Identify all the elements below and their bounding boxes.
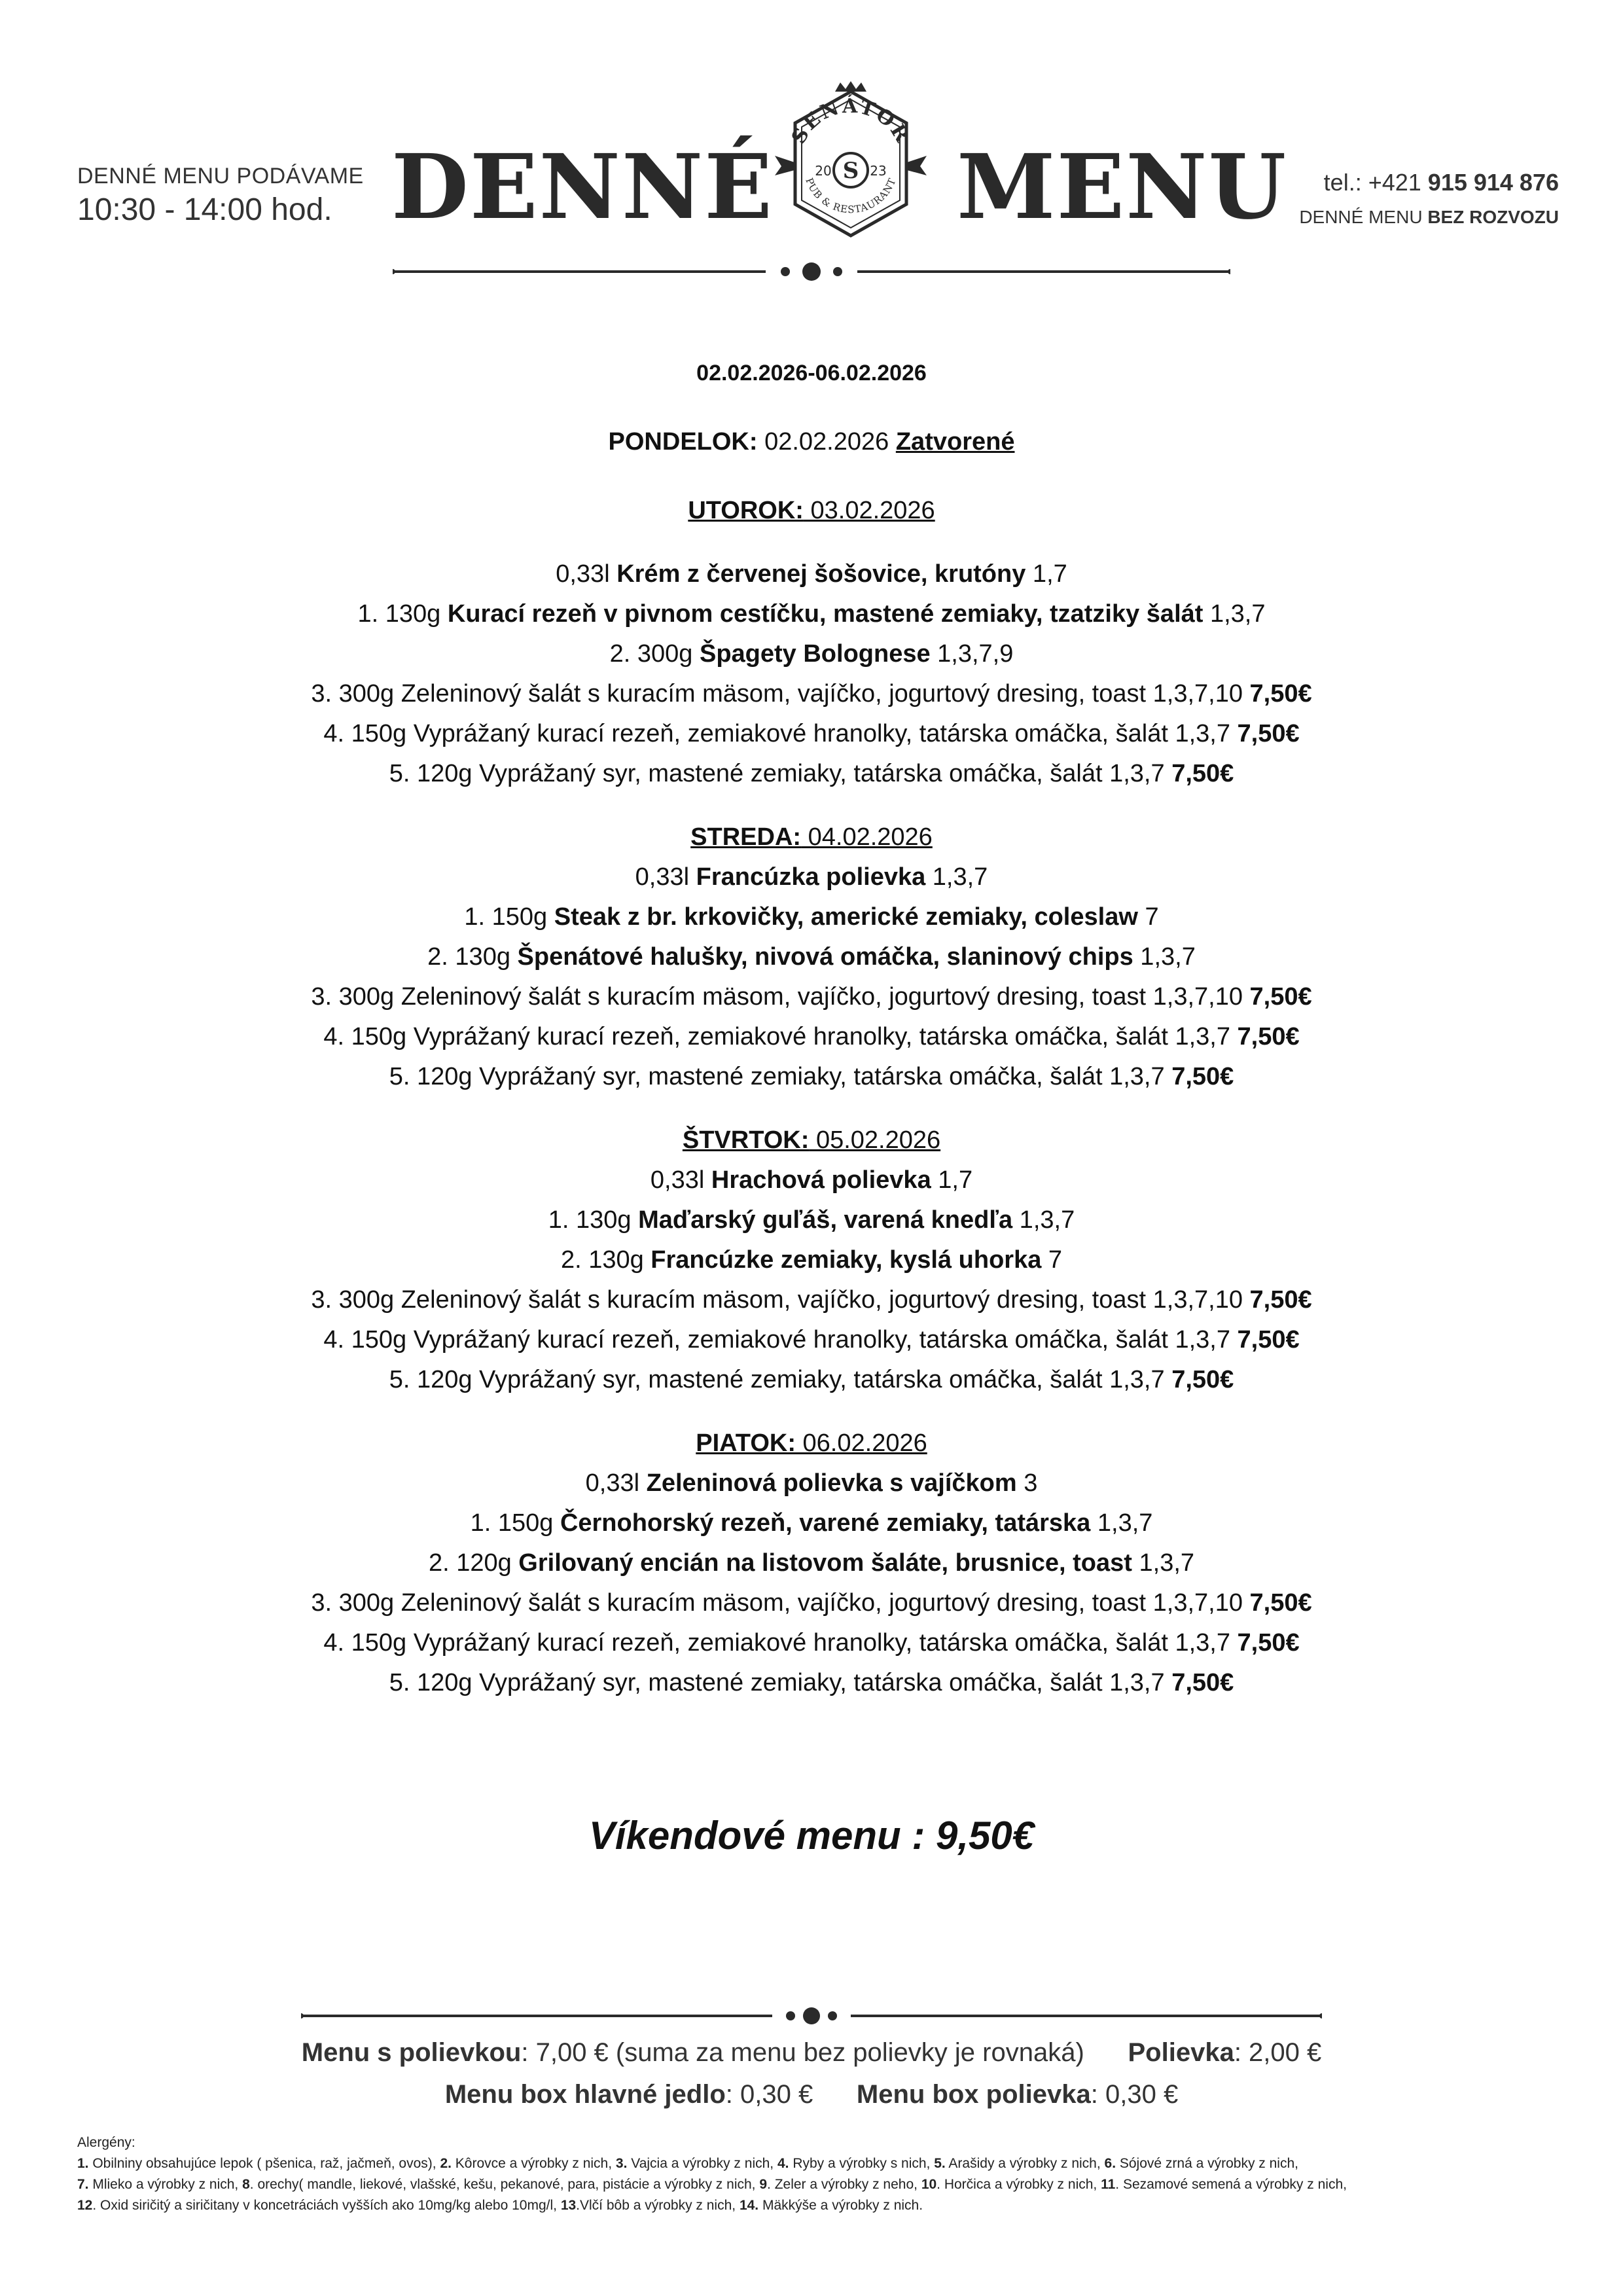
day-block: [0, 491, 1623, 794]
menu-item: [0, 1663, 1623, 1703]
item-desc: 0,33l: [585, 1469, 647, 1497]
item-desc: 4. 150g Vyprážaný kurací rezeň, zemiakové hranolky, tatárska omáčka, šalát 1,3,7: [323, 1629, 1238, 1657]
item-desc: 3. 300g Zeleninový šalát s kuracím mäsom, vajíčko, jogurtový dresing, toast 1,3,7,10: [311, 983, 1250, 1011]
day-heading: [0, 1121, 1623, 1160]
item-name: Hrachová polievka: [711, 1166, 931, 1194]
contact-info: [1299, 169, 1559, 228]
svg-text:SENÁTOR: SENÁTOR: [787, 94, 915, 148]
allergen-number: 6.: [1104, 2156, 1116, 2171]
item-price: 7,50€: [1249, 1286, 1312, 1314]
soup-label: Polievka: [1128, 2038, 1234, 2067]
item-allergens: 1,3,7: [1203, 600, 1266, 628]
item-desc: 1. 130g: [357, 600, 448, 628]
item-name: Maďarský guľáš, varená knedľa: [638, 1206, 1013, 1234]
item-desc: 4. 150g Vyprážaný kurací rezeň, zemiakové hranolky, tatárska omáčka, šalát 1,3,7: [323, 720, 1238, 747]
menu-item: [0, 714, 1623, 754]
day-block: [0, 817, 1623, 1097]
item-allergens: 1,3,7,9: [930, 640, 1014, 668]
box-main-value: : 0,30 €: [725, 2080, 813, 2109]
item-desc: 5. 120g Vyprážaný syr, mastené zemiaky, tatárska omáčka, šalát 1,3,7: [389, 1366, 1172, 1393]
item-price: 7,50€: [1171, 1063, 1234, 1090]
menu-item: [0, 1320, 1623, 1360]
item-price: 7,50€: [1237, 1023, 1300, 1050]
menu-item: [0, 897, 1623, 937]
menu-item: [0, 1057, 1623, 1097]
day-label: STREDA:: [690, 823, 802, 851]
item-desc: 1. 150g: [470, 1509, 560, 1537]
allergens-title: Alergény:: [77, 2135, 135, 2150]
allergen-number: 1.: [77, 2156, 89, 2171]
item-desc: 4. 150g Vyprážaný kurací rezeň, zemiakové hranolky, tatárska omáčka, šalát 1,3,7: [323, 1326, 1238, 1354]
item-price: 7,50€: [1171, 760, 1234, 787]
item-name: Francúzke zemiaky, kyslá uhorka: [651, 1246, 1042, 1274]
title-denne: DENNÉ: [391, 135, 774, 240]
allergen-text: Ryby a výrobky s nich,: [789, 2156, 935, 2171]
allergen-text: Mlieko a výrobky z nich,: [88, 2177, 243, 2192]
svg-text:S: S: [842, 158, 859, 184]
day-date: 04.02.2026: [801, 823, 933, 851]
item-price: 7,50€: [1249, 983, 1312, 1011]
allergen-number: 4.: [777, 2156, 789, 2171]
day-label: UTOROK:: [688, 497, 804, 524]
item-allergens: 1,3,7: [925, 863, 988, 891]
menu-item: [0, 1280, 1623, 1320]
allergen-number: 13: [560, 2198, 577, 2213]
allergen-text: Arašidy a výrobky z nich,: [945, 2156, 1105, 2171]
item-allergens: 1,3,7: [1132, 1549, 1195, 1577]
item-desc: 1. 150g: [464, 903, 554, 931]
item-name: Zeleninová polievka s vajíčkom: [646, 1469, 1017, 1497]
item-price: 7,50€: [1249, 1589, 1312, 1617]
svg-text:PUB & RESTAURANT: PUB & RESTAURANT: [803, 176, 899, 216]
menu-item: [0, 754, 1623, 794]
item-desc: 5. 120g Vyprážaný syr, mastené zemiaky, tatárska omáčka, šalát 1,3,7: [389, 760, 1172, 787]
menu-content: [0, 353, 1623, 1703]
senator-logo: [772, 79, 929, 249]
allergen-number: 10: [921, 2177, 937, 2192]
item-name: Špenátové halušky, nivová omáčka, slaninový chips: [517, 943, 1133, 971]
item-desc: 3. 300g Zeleninový šalát s kuracím mäsom, vajíčko, jogurtový dresing, toast 1,3,7,10: [311, 680, 1250, 708]
day-label: ŠTVRTOK:: [682, 1126, 810, 1154]
allergen-items: [77, 2153, 1556, 2216]
day-date: 03.02.2026: [803, 497, 935, 524]
item-desc: 2. 130g: [427, 943, 518, 971]
day-heading: [0, 817, 1623, 857]
item-allergens: 1,3,7: [1012, 1206, 1075, 1234]
allergen-number: 7.: [77, 2177, 89, 2192]
menu-item: [0, 1017, 1623, 1057]
day-date: 02.02.2026: [757, 428, 896, 456]
item-allergens: 1,3,7: [1133, 943, 1196, 971]
item-desc: 5. 120g Vyprážaný syr, mastené zemiaky, tatárska omáčka, šalát 1,3,7: [389, 1063, 1172, 1090]
item-price: 7,50€: [1237, 720, 1300, 747]
day-monday: [0, 422, 1623, 462]
allergen-text: Obilniny obsahujúce lepok ( pšenica, raž, jačmeň, ovos),: [88, 2156, 440, 2171]
item-price: 7,50€: [1237, 1629, 1300, 1657]
day-block: [0, 1424, 1623, 1703]
menu-item: [0, 1200, 1623, 1240]
menu-item: [0, 1583, 1623, 1623]
weekend-menu: Víkendové menu : 9,50€: [588, 1814, 1035, 1857]
day-date: 05.02.2026: [809, 1126, 941, 1154]
day-label: PONDELOK:: [608, 428, 758, 456]
day-label: PIATOK:: [696, 1429, 796, 1457]
soup-value: : 2,00 €: [1234, 2038, 1322, 2067]
item-desc: 5. 120g Vyprážaný syr, mastené zemiaky, tatárska omáčka, šalát 1,3,7: [389, 1669, 1172, 1696]
allergen-text: . Sezamové semená a výrobky z nich,: [1115, 2177, 1347, 2192]
menu-item: [0, 1463, 1623, 1503]
serving-hours-time: 10:30 - 14:00 hod.: [77, 192, 332, 227]
allergen-number: 9: [759, 2177, 768, 2192]
item-desc: 4. 150g Vyprážaný kurací rezeň, zemiakové hranolky, tatárska omáčka, šalát 1,3,7: [323, 1023, 1238, 1050]
days-list: [0, 491, 1623, 1703]
allergen-number: 14.: [739, 2198, 759, 2213]
item-name: Kurací rezeň v pivnom cestíčku, mastené zemiaky, tzatziky šalát: [447, 600, 1204, 628]
menu-item: [0, 977, 1623, 1017]
item-allergens: 7: [1041, 1246, 1063, 1274]
menu-item: [0, 1160, 1623, 1200]
menu-soup-label: Menu s polievkou: [301, 2038, 522, 2067]
item-name: Krém z červenej šošovice, krutóny: [616, 560, 1026, 588]
allergen-text: . orechy( mandle, liekové, vlašské, kešu, pekanové, para, pistácie a výrobky z nich,: [249, 2177, 760, 2192]
item-allergens: 1,7: [931, 1166, 973, 1194]
box-main-label: Menu box hlavné jedlo: [444, 2080, 726, 2109]
item-desc: 0,33l: [650, 1166, 711, 1194]
svg-text:20: 20: [815, 163, 832, 179]
crown-icon: [835, 81, 866, 92]
pricing-line-1: [0, 2038, 1623, 2068]
allergen-text: . Zeler a výrobky z neho,: [767, 2177, 921, 2192]
menu-item: [0, 554, 1623, 594]
day-heading: [0, 491, 1623, 531]
menu-item: [0, 857, 1623, 897]
item-name: Grilovaný encián na listovom šaláte, brusnice, toast: [518, 1549, 1132, 1577]
menu-item: [0, 594, 1623, 634]
allergen-text: . Horčica a výrobky z nich,: [936, 2177, 1101, 2192]
item-desc: 1. 130g: [548, 1206, 639, 1234]
footer-divider: [301, 2003, 1322, 2029]
item-allergens: 3: [1016, 1469, 1038, 1497]
serving-hours: [77, 164, 364, 228]
item-desc: 3. 300g Zeleninový šalát s kuracím mäsom, vajíčko, jogurtový dresing, toast 1,3,7,10: [311, 1589, 1250, 1617]
allergen-number: 8: [242, 2177, 250, 2192]
item-name: Francúzka polievka: [696, 863, 926, 891]
svg-text:23: 23: [870, 163, 887, 179]
day-block: [0, 1121, 1623, 1400]
phone[interactable]: tel.: +421 915 914 876: [1323, 169, 1559, 196]
allergens-list: [77, 2132, 1556, 2216]
day-heading: [0, 1424, 1623, 1463]
item-price: 7,50€: [1237, 1326, 1300, 1354]
allergen-number: 2.: [440, 2156, 452, 2171]
item-name: Špagety Bolognese: [699, 640, 931, 668]
box-soup-value: : 0,30 €: [1090, 2080, 1179, 2109]
item-desc: 2. 300g: [609, 640, 700, 668]
item-desc: 0,33l: [556, 560, 617, 588]
menu-item: [0, 937, 1623, 977]
pricing-line-2: [0, 2080, 1623, 2109]
item-desc: 2. 120g: [428, 1549, 519, 1577]
item-desc: 2. 130g: [560, 1246, 651, 1274]
item-price: 7,50€: [1249, 680, 1312, 708]
item-price: 7,50€: [1171, 1669, 1234, 1696]
week-range: 02.02.2026-06.02.2026: [696, 361, 927, 386]
menu-item: [0, 1503, 1623, 1543]
menu-soup-value: : 7,00 € (suma za menu bez polievky je rovnaká): [521, 2038, 1084, 2067]
allergen-text: Sójové zrná a výrobky z nich,: [1116, 2156, 1298, 2171]
allergen-text: .Vlčí bôb a výrobky z nich,: [576, 2198, 740, 2213]
item-allergens: 1,3,7: [1090, 1509, 1153, 1537]
item-desc: 3. 300g Zeleninový šalát s kuracím mäsom, vajíčko, jogurtový dresing, toast 1,3,7,10: [311, 1286, 1250, 1314]
delivery-note: DENNÉ MENU BEZ ROZVOZU: [1299, 207, 1559, 227]
item-allergens: 7: [1137, 903, 1159, 931]
menu-item: [0, 1623, 1623, 1663]
item-name: Steak z br. krkovičky, americké zemiaky, coleslaw: [554, 903, 1138, 931]
closed-status: Zatvorené: [895, 428, 1015, 456]
title-menu: MENU: [957, 135, 1288, 240]
allergen-number: 12: [77, 2198, 93, 2213]
day-date: 06.02.2026: [795, 1429, 927, 1457]
item-allergens: 1,7: [1026, 560, 1067, 588]
item-name: Černohorský rezeň, varené zemiaky, tatárska: [560, 1509, 1091, 1537]
menu-item: [0, 1360, 1623, 1400]
allergen-text: Mäkkýše a výrobky z nich.: [758, 2198, 923, 2213]
menu-item: [0, 1543, 1623, 1583]
menu-item: [0, 674, 1623, 714]
allergen-text: Vajcia a výrobky z nich,: [627, 2156, 777, 2171]
allergen-number: 3.: [615, 2156, 628, 2171]
allergen-text: Kôrovce a výrobky z nich,: [451, 2156, 616, 2171]
item-price: 7,50€: [1171, 1366, 1234, 1393]
serving-hours-label: DENNÉ MENU PODÁVAME: [77, 164, 364, 188]
allergen-text: . Oxid siričitý a siričitany v koncetráciách vyšších ako 10mg/kg alebo 10mg/l,: [92, 2198, 561, 2213]
menu-item: [0, 1240, 1623, 1280]
item-desc: 0,33l: [635, 863, 696, 891]
box-soup-label: Menu box polievka: [856, 2080, 1091, 2109]
menu-item: [0, 634, 1623, 674]
allergen-number: 11: [1101, 2177, 1116, 2192]
header-divider: [393, 259, 1230, 285]
allergen-number: 5.: [934, 2156, 946, 2171]
